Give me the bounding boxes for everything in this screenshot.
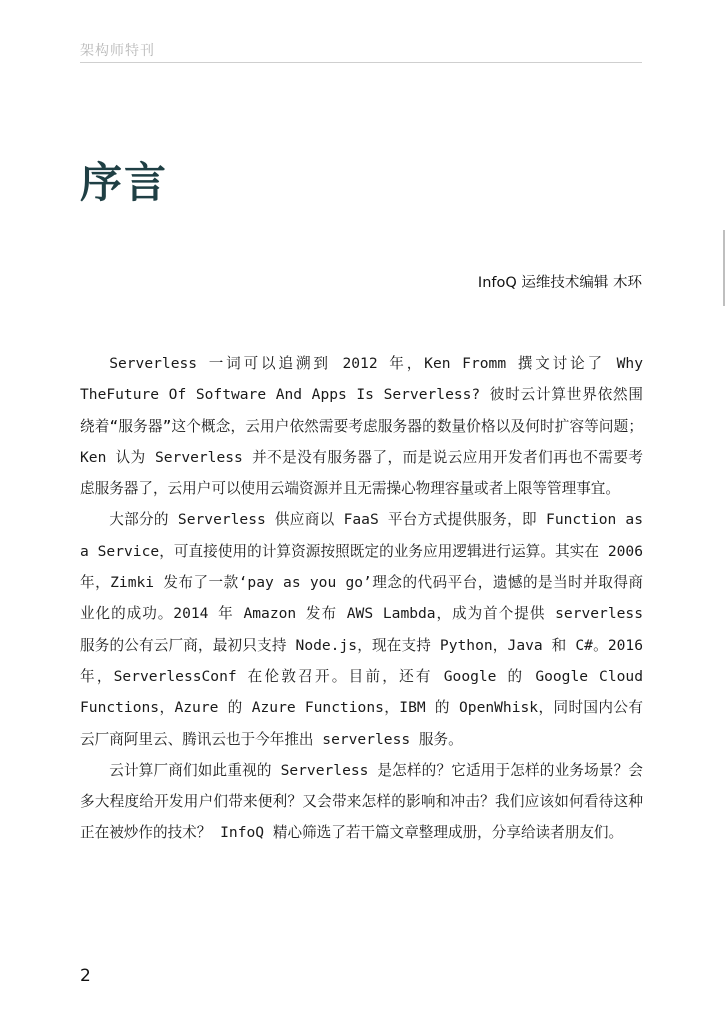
article-body: [80, 348, 643, 849]
author-byline: InfoQ 运维技术编辑 木环: [477, 275, 642, 291]
paragraph-1: Serverless 一词可以追溯到 2012 年，Ken Fromm 撰文讨论了 Why TheFuture Of Software And Apps Is Serverless? 彼时云计算世界依然围绕着“服务器”这个概念，云用户依然需要考虑服务器的数量价格以及何时扩容等问题；Ken 认为 Serverless 并不是没有服务器了，而是说云应用开发者们再也不需要考虑服务器了，云用户可以使用云端资源并且无需操心物理容量或者上限等管理事宜。: [80, 355, 643, 498]
paragraph-2: 大部分的 Serverless 供应商以 FaaS 平台方式提供服务，即 Function as a Service，可直接使用的计算资源按照既定的业务应用逻辑进行运算。其实在 2006 年，Zimki 发布了一款‘pay as you go’理念的代码平台，遗憾的是当时并取得商业化的成功。2014 年 Amazon 发布 AWS Lambda，成为首个提供 serverless 服务的公有云厂商，最初只支持 Node.js，现在支持 Python，Java 和 C#。2016 年，ServerlessConf 在伦敦召开。目前，还有 Google 的 Google Cloud Functions，Azure 的 Azure Functions，IBM 的 OpenWhisk，同时国内公有云厂商阿里云、腾讯云也于今年推出 serverless 服务。: [80, 511, 643, 748]
running-header: 架构师特刊: [80, 43, 155, 59]
page-title: 序言: [80, 158, 169, 207]
page-number: 2: [80, 966, 91, 986]
paragraph-3: 云计算厂商们如此重视的 Serverless 是怎样的？它适用于怎样的业务场景？会多大程度给开发用户们带来便利？又会带来怎样的影响和冲击？我们应该如何看待这种正在被炒作的技术？ InfoQ 精心筛选了若干篇文章整理成册，分享给读者朋友们。: [80, 761, 643, 842]
header-divider: [80, 62, 642, 63]
